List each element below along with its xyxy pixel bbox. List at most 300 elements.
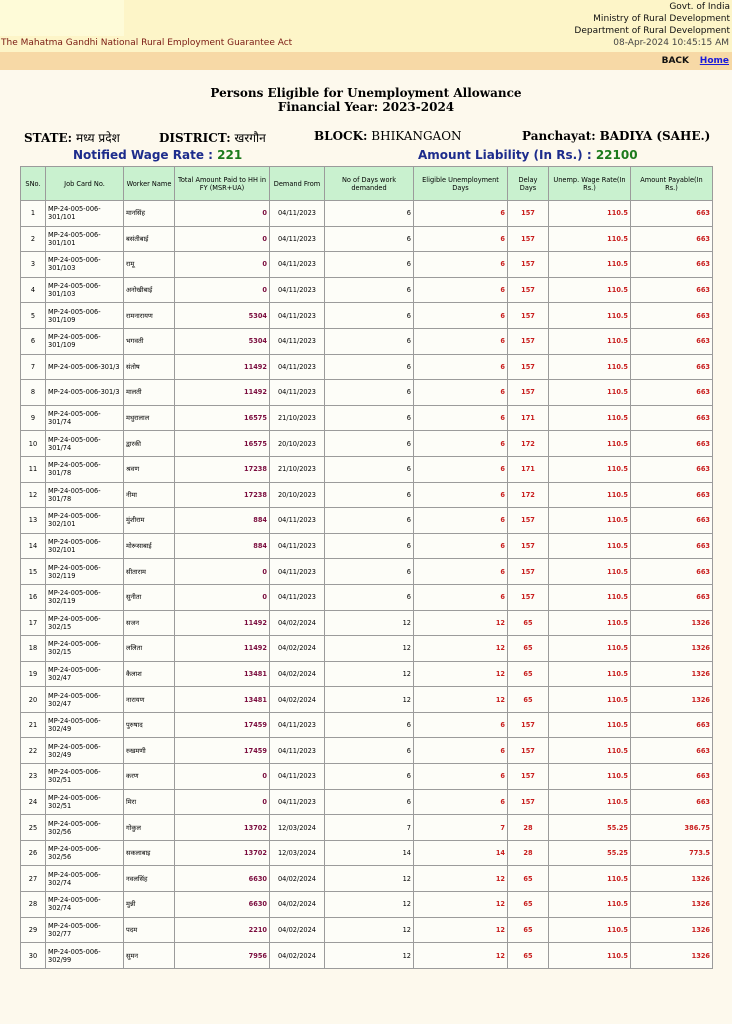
cell-total-amount: 884 bbox=[175, 533, 270, 559]
cell-wage-rate: 110.5 bbox=[549, 303, 631, 329]
table-row bbox=[21, 584, 713, 610]
back-link[interactable]: BACK bbox=[661, 56, 689, 66]
cell-days-demanded: 6 bbox=[325, 328, 414, 354]
col-eligible-days: Eligible Unemployment Days bbox=[414, 167, 508, 201]
cell-total-amount: 13702 bbox=[175, 815, 270, 841]
cell-delay-days: 157 bbox=[508, 201, 549, 227]
cell-delay-days: 157 bbox=[508, 738, 549, 764]
cell-eligible-days: 6 bbox=[414, 405, 508, 431]
cell-total-amount: 11492 bbox=[175, 354, 270, 380]
table-row bbox=[21, 303, 713, 329]
cell-job-card: MP-24-005-006-302/119 bbox=[46, 584, 124, 610]
cell-days-demanded: 6 bbox=[325, 508, 414, 534]
block-value: BHIKANGAON bbox=[371, 129, 462, 143]
cell-job-card: MP-24-005-006-302/49 bbox=[46, 712, 124, 738]
cell-sno: 21 bbox=[21, 712, 46, 738]
cell-worker-name: सीताराम bbox=[124, 559, 175, 585]
cell-delay-days: 171 bbox=[508, 405, 549, 431]
cell-demand-from: 04/02/2024 bbox=[270, 943, 325, 969]
cell-worker-name: सुमन bbox=[124, 943, 175, 969]
cell-demand-from: 04/11/2023 bbox=[270, 738, 325, 764]
cell-job-card: MP-24-005-006-301/103 bbox=[46, 252, 124, 278]
cell-demand-from: 04/11/2023 bbox=[270, 508, 325, 534]
cell-job-card: MP-24-005-006-301/101 bbox=[46, 201, 124, 227]
cell-sno: 4 bbox=[21, 277, 46, 303]
cell-total-amount: 17238 bbox=[175, 482, 270, 508]
cell-total-amount: 13702 bbox=[175, 840, 270, 866]
cell-job-card: MP-24-005-006-301/3 bbox=[46, 354, 124, 380]
table-header-row bbox=[21, 167, 713, 201]
cell-delay-days: 157 bbox=[508, 789, 549, 815]
cell-wage-rate: 110.5 bbox=[549, 354, 631, 380]
cell-delay-days: 65 bbox=[508, 892, 549, 918]
cell-worker-name: रामनारायण bbox=[124, 303, 175, 329]
cell-delay-days: 172 bbox=[508, 482, 549, 508]
cell-sno: 15 bbox=[21, 559, 46, 585]
cell-amount-payable: 663 bbox=[631, 712, 713, 738]
cell-delay-days: 157 bbox=[508, 712, 549, 738]
cell-delay-days: 28 bbox=[508, 840, 549, 866]
cell-worker-name: पदम bbox=[124, 917, 175, 943]
cell-wage-rate: 110.5 bbox=[549, 943, 631, 969]
cell-job-card: MP-24-005-006-302/47 bbox=[46, 687, 124, 713]
cell-amount-payable: 663 bbox=[631, 226, 713, 252]
cell-days-demanded: 7 bbox=[325, 815, 414, 841]
cell-sno: 17 bbox=[21, 610, 46, 636]
cell-demand-from: 20/10/2023 bbox=[270, 482, 325, 508]
table-row bbox=[21, 738, 713, 764]
cell-total-amount: 0 bbox=[175, 277, 270, 303]
col-job-card: Job Card No. bbox=[46, 167, 124, 201]
cell-total-amount: 0 bbox=[175, 201, 270, 227]
cell-amount-payable: 663 bbox=[631, 738, 713, 764]
site-header bbox=[0, 0, 732, 52]
cell-eligible-days: 6 bbox=[414, 764, 508, 790]
cell-wage-rate: 110.5 bbox=[549, 482, 631, 508]
cell-total-amount: 13481 bbox=[175, 687, 270, 713]
district-value: खरगौन bbox=[234, 131, 266, 145]
cell-sno: 10 bbox=[21, 431, 46, 457]
cell-demand-from: 04/11/2023 bbox=[270, 559, 325, 585]
cell-eligible-days: 6 bbox=[414, 201, 508, 227]
cell-total-amount: 16575 bbox=[175, 431, 270, 457]
cell-worker-name: सुनीता bbox=[124, 584, 175, 610]
cell-job-card: MP-24-005-006-301/103 bbox=[46, 277, 124, 303]
cell-days-demanded: 12 bbox=[325, 866, 414, 892]
cell-total-amount: 11492 bbox=[175, 636, 270, 662]
cell-eligible-days: 12 bbox=[414, 943, 508, 969]
cell-wage-rate: 110.5 bbox=[549, 764, 631, 790]
cell-days-demanded: 12 bbox=[325, 687, 414, 713]
cell-days-demanded: 6 bbox=[325, 277, 414, 303]
cell-wage-rate: 110.5 bbox=[549, 789, 631, 815]
cell-worker-name: कैलाश bbox=[124, 661, 175, 687]
state-label: STATE: bbox=[24, 131, 73, 145]
cell-amount-payable: 663 bbox=[631, 431, 713, 457]
cell-sno: 6 bbox=[21, 328, 46, 354]
table-row bbox=[21, 431, 713, 457]
cell-sno: 7 bbox=[21, 354, 46, 380]
cell-wage-rate: 110.5 bbox=[549, 584, 631, 610]
cell-sno: 19 bbox=[21, 661, 46, 687]
table-row bbox=[21, 789, 713, 815]
cell-total-amount: 11492 bbox=[175, 380, 270, 406]
cell-eligible-days: 6 bbox=[414, 712, 508, 738]
cell-sno: 20 bbox=[21, 687, 46, 713]
cell-wage-rate: 110.5 bbox=[549, 201, 631, 227]
cell-amount-payable: 1326 bbox=[631, 917, 713, 943]
cell-wage-rate: 110.5 bbox=[549, 866, 631, 892]
cell-sno: 26 bbox=[21, 840, 46, 866]
cell-eligible-days: 12 bbox=[414, 866, 508, 892]
cell-job-card: MP-24-005-006-302/51 bbox=[46, 764, 124, 790]
col-demand-from: Demand From bbox=[270, 167, 325, 201]
cell-worker-name: मुन्नी bbox=[124, 892, 175, 918]
cell-delay-days: 65 bbox=[508, 661, 549, 687]
table-row bbox=[21, 380, 713, 406]
cell-job-card: MP-24-005-006-302/15 bbox=[46, 610, 124, 636]
allowance-table bbox=[20, 166, 713, 969]
table-row bbox=[21, 201, 713, 227]
ministry-label: Ministry of Rural Development bbox=[593, 14, 730, 24]
cell-sno: 14 bbox=[21, 533, 46, 559]
cell-eligible-days: 14 bbox=[414, 840, 508, 866]
cell-job-card: MP-24-005-006-302/15 bbox=[46, 636, 124, 662]
cell-demand-from: 04/02/2024 bbox=[270, 636, 325, 662]
cell-demand-from: 04/11/2023 bbox=[270, 303, 325, 329]
cell-amount-payable: 663 bbox=[631, 559, 713, 585]
cell-worker-name: भगवती bbox=[124, 328, 175, 354]
cell-sno: 9 bbox=[21, 405, 46, 431]
cell-days-demanded: 12 bbox=[325, 636, 414, 662]
header-datetime: 08-Apr-2024 10:45:15 AM bbox=[613, 38, 729, 48]
cell-worker-name: गोकुल bbox=[124, 815, 175, 841]
cell-demand-from: 12/03/2024 bbox=[270, 840, 325, 866]
cell-eligible-days: 12 bbox=[414, 687, 508, 713]
cell-demand-from: 04/02/2024 bbox=[270, 892, 325, 918]
cell-delay-days: 28 bbox=[508, 815, 549, 841]
cell-wage-rate: 110.5 bbox=[549, 405, 631, 431]
cell-demand-from: 04/02/2024 bbox=[270, 866, 325, 892]
wage-rate-value: 221 bbox=[217, 148, 243, 162]
cell-demand-from: 04/11/2023 bbox=[270, 226, 325, 252]
cell-days-demanded: 6 bbox=[325, 380, 414, 406]
table-row bbox=[21, 559, 713, 585]
cell-job-card: MP-24-005-006-302/49 bbox=[46, 738, 124, 764]
cell-job-card: MP-24-005-006-301/3 bbox=[46, 380, 124, 406]
cell-amount-payable: 1326 bbox=[631, 892, 713, 918]
cell-delay-days: 157 bbox=[508, 584, 549, 610]
cell-sno: 1 bbox=[21, 201, 46, 227]
cell-delay-days: 171 bbox=[508, 456, 549, 482]
cell-amount-payable: 663 bbox=[631, 380, 713, 406]
col-total-amount: Total Amount Paid to HH in FY (MSR+UA) bbox=[175, 167, 270, 201]
cell-amount-payable: 773.5 bbox=[631, 840, 713, 866]
cell-worker-name: नारायण bbox=[124, 687, 175, 713]
cell-worker-name: सकलाबाइ bbox=[124, 840, 175, 866]
cell-worker-name: श्रवण bbox=[124, 456, 175, 482]
cell-delay-days: 65 bbox=[508, 610, 549, 636]
cell-wage-rate: 110.5 bbox=[549, 610, 631, 636]
cell-wage-rate: 110.5 bbox=[549, 456, 631, 482]
wage-rate-info bbox=[73, 148, 242, 162]
table-row bbox=[21, 354, 713, 380]
cell-job-card: MP-24-005-006-302/119 bbox=[46, 559, 124, 585]
cell-wage-rate: 55.25 bbox=[549, 815, 631, 841]
cell-total-amount: 0 bbox=[175, 789, 270, 815]
table-row bbox=[21, 456, 713, 482]
cell-eligible-days: 6 bbox=[414, 431, 508, 457]
cell-job-card: MP-24-005-006-301/74 bbox=[46, 405, 124, 431]
cell-eligible-days: 6 bbox=[414, 584, 508, 610]
cell-wage-rate: 110.5 bbox=[549, 277, 631, 303]
cell-delay-days: 157 bbox=[508, 328, 549, 354]
cell-worker-name: नीमा bbox=[124, 482, 175, 508]
cell-amount-payable: 663 bbox=[631, 508, 713, 534]
cell-amount-payable: 663 bbox=[631, 482, 713, 508]
cell-worker-name: अनोखीबाई bbox=[124, 277, 175, 303]
cell-sno: 18 bbox=[21, 636, 46, 662]
cell-worker-name: मुंशीराम bbox=[124, 508, 175, 534]
cell-job-card: MP-24-005-006-302/99 bbox=[46, 943, 124, 969]
cell-delay-days: 157 bbox=[508, 277, 549, 303]
cell-delay-days: 172 bbox=[508, 431, 549, 457]
cell-sno: 16 bbox=[21, 584, 46, 610]
cell-delay-days: 65 bbox=[508, 917, 549, 943]
cell-sno: 27 bbox=[21, 866, 46, 892]
cell-sno: 11 bbox=[21, 456, 46, 482]
cell-days-demanded: 12 bbox=[325, 892, 414, 918]
table-row bbox=[21, 252, 713, 278]
cell-sno: 23 bbox=[21, 764, 46, 790]
table-row bbox=[21, 405, 713, 431]
cell-total-amount: 884 bbox=[175, 508, 270, 534]
col-days-demanded: No of Days work demanded bbox=[325, 167, 414, 201]
table-row bbox=[21, 277, 713, 303]
cell-job-card: MP-24-005-006-301/74 bbox=[46, 431, 124, 457]
cell-delay-days: 157 bbox=[508, 226, 549, 252]
cell-job-card: MP-24-005-006-301/78 bbox=[46, 482, 124, 508]
table-row bbox=[21, 533, 713, 559]
cell-total-amount: 7956 bbox=[175, 943, 270, 969]
block-label: BLOCK: bbox=[314, 129, 368, 143]
cell-eligible-days: 6 bbox=[414, 303, 508, 329]
table-row bbox=[21, 764, 713, 790]
cell-job-card: MP-24-005-006-302/56 bbox=[46, 840, 124, 866]
cell-demand-from: 04/11/2023 bbox=[270, 354, 325, 380]
cell-days-demanded: 6 bbox=[325, 456, 414, 482]
cell-days-demanded: 6 bbox=[325, 431, 414, 457]
cell-eligible-days: 12 bbox=[414, 610, 508, 636]
cell-total-amount: 16575 bbox=[175, 405, 270, 431]
cell-worker-name: बसंतीबाई bbox=[124, 226, 175, 252]
cell-wage-rate: 110.5 bbox=[549, 533, 631, 559]
panchayat-info bbox=[522, 129, 710, 143]
cell-days-demanded: 6 bbox=[325, 712, 414, 738]
col-delay-days: Delay Days bbox=[508, 167, 549, 201]
cell-days-demanded: 6 bbox=[325, 303, 414, 329]
cell-sno: 25 bbox=[21, 815, 46, 841]
cell-wage-rate: 110.5 bbox=[549, 380, 631, 406]
cell-wage-rate: 110.5 bbox=[549, 508, 631, 534]
cell-total-amount: 0 bbox=[175, 764, 270, 790]
cell-wage-rate: 110.5 bbox=[549, 559, 631, 585]
cell-total-amount: 5304 bbox=[175, 303, 270, 329]
wage-rate-label: Notified Wage Rate : bbox=[73, 148, 213, 162]
cell-amount-payable: 663 bbox=[631, 328, 713, 354]
col-wage-rate: Unemp. Wage Rate(In Rs.) bbox=[549, 167, 631, 201]
cell-eligible-days: 6 bbox=[414, 354, 508, 380]
table-row bbox=[21, 712, 713, 738]
cell-days-demanded: 6 bbox=[325, 252, 414, 278]
cell-worker-name: करण bbox=[124, 764, 175, 790]
cell-sno: 8 bbox=[21, 380, 46, 406]
cell-worker-name: ललिता bbox=[124, 636, 175, 662]
cell-amount-payable: 663 bbox=[631, 277, 713, 303]
department-label: Department of Rural Development bbox=[574, 26, 730, 36]
cell-wage-rate: 110.5 bbox=[549, 687, 631, 713]
cell-demand-from: 04/11/2023 bbox=[270, 712, 325, 738]
cell-sno: 13 bbox=[21, 508, 46, 534]
cell-wage-rate: 110.5 bbox=[549, 661, 631, 687]
govt-label: Govt. of India bbox=[669, 2, 730, 12]
district-info bbox=[159, 129, 266, 146]
cell-days-demanded: 12 bbox=[325, 610, 414, 636]
cell-demand-from: 04/11/2023 bbox=[270, 764, 325, 790]
cell-days-demanded: 6 bbox=[325, 405, 414, 431]
cell-demand-from: 04/02/2024 bbox=[270, 687, 325, 713]
cell-demand-from: 04/11/2023 bbox=[270, 789, 325, 815]
table-row bbox=[21, 815, 713, 841]
col-amount-payable: Amount Payable(In Rs.) bbox=[631, 167, 713, 201]
cell-total-amount: 11492 bbox=[175, 610, 270, 636]
cell-demand-from: 04/02/2024 bbox=[270, 661, 325, 687]
cell-job-card: MP-24-005-006-301/109 bbox=[46, 303, 124, 329]
cell-eligible-days: 6 bbox=[414, 226, 508, 252]
cell-sno: 3 bbox=[21, 252, 46, 278]
cell-days-demanded: 12 bbox=[325, 917, 414, 943]
cell-total-amount: 2210 bbox=[175, 917, 270, 943]
cell-demand-from: 21/10/2023 bbox=[270, 456, 325, 482]
cell-sno: 30 bbox=[21, 943, 46, 969]
cell-days-demanded: 6 bbox=[325, 226, 414, 252]
cell-worker-name: द्वारकी bbox=[124, 431, 175, 457]
cell-job-card: MP-24-005-006-301/109 bbox=[46, 328, 124, 354]
cell-amount-payable: 663 bbox=[631, 252, 713, 278]
cell-worker-name: सजन bbox=[124, 610, 175, 636]
cell-delay-days: 157 bbox=[508, 354, 549, 380]
cell-delay-days: 65 bbox=[508, 943, 549, 969]
cell-total-amount: 5304 bbox=[175, 328, 270, 354]
cell-eligible-days: 6 bbox=[414, 456, 508, 482]
table-row bbox=[21, 892, 713, 918]
cell-wage-rate: 110.5 bbox=[549, 712, 631, 738]
table-row bbox=[21, 610, 713, 636]
home-link[interactable]: Home bbox=[699, 56, 729, 66]
table-row bbox=[21, 943, 713, 969]
table-row bbox=[21, 687, 713, 713]
header-logo-area bbox=[0, 0, 124, 36]
cell-amount-payable: 1326 bbox=[631, 636, 713, 662]
table-row bbox=[21, 508, 713, 534]
cell-worker-name: मानसिंह bbox=[124, 201, 175, 227]
cell-eligible-days: 6 bbox=[414, 380, 508, 406]
cell-amount-payable: 1326 bbox=[631, 687, 713, 713]
cell-worker-name: मोरूसाबाई bbox=[124, 533, 175, 559]
cell-worker-name: रामू bbox=[124, 252, 175, 278]
cell-eligible-days: 7 bbox=[414, 815, 508, 841]
cell-sno: 24 bbox=[21, 789, 46, 815]
table-row bbox=[21, 917, 713, 943]
cell-days-demanded: 6 bbox=[325, 764, 414, 790]
cell-job-card: MP-24-005-006-302/101 bbox=[46, 533, 124, 559]
cell-job-card: MP-24-005-006-302/74 bbox=[46, 892, 124, 918]
cell-demand-from: 04/02/2024 bbox=[270, 610, 325, 636]
cell-job-card: MP-24-005-006-302/47 bbox=[46, 661, 124, 687]
cell-total-amount: 0 bbox=[175, 226, 270, 252]
cell-amount-payable: 663 bbox=[631, 789, 713, 815]
cell-wage-rate: 110.5 bbox=[549, 636, 631, 662]
cell-job-card: MP-24-005-006-302/56 bbox=[46, 815, 124, 841]
cell-wage-rate: 110.5 bbox=[549, 431, 631, 457]
table-row bbox=[21, 661, 713, 687]
cell-total-amount: 6630 bbox=[175, 892, 270, 918]
cell-demand-from: 04/11/2023 bbox=[270, 328, 325, 354]
cell-demand-from: 04/11/2023 bbox=[270, 584, 325, 610]
cell-wage-rate: 110.5 bbox=[549, 892, 631, 918]
cell-eligible-days: 12 bbox=[414, 661, 508, 687]
panchayat-value: BADIYA (SAHE.) bbox=[599, 129, 711, 143]
cell-delay-days: 65 bbox=[508, 866, 549, 892]
cell-total-amount: 13481 bbox=[175, 661, 270, 687]
cell-eligible-days: 6 bbox=[414, 738, 508, 764]
cell-wage-rate: 55.25 bbox=[549, 840, 631, 866]
cell-eligible-days: 12 bbox=[414, 892, 508, 918]
table-row bbox=[21, 840, 713, 866]
cell-delay-days: 157 bbox=[508, 252, 549, 278]
cell-worker-name: रुखमणी bbox=[124, 738, 175, 764]
cell-days-demanded: 6 bbox=[325, 584, 414, 610]
cell-delay-days: 157 bbox=[508, 508, 549, 534]
cell-amount-payable: 663 bbox=[631, 764, 713, 790]
cell-amount-payable: 663 bbox=[631, 303, 713, 329]
cell-demand-from: 20/10/2023 bbox=[270, 431, 325, 457]
cell-total-amount: 17238 bbox=[175, 456, 270, 482]
cell-worker-name: मथुरालाल bbox=[124, 405, 175, 431]
cell-amount-payable: 1326 bbox=[631, 866, 713, 892]
cell-worker-name: पुरुषाद bbox=[124, 712, 175, 738]
cell-wage-rate: 110.5 bbox=[549, 917, 631, 943]
cell-demand-from: 04/11/2023 bbox=[270, 201, 325, 227]
cell-delay-days: 157 bbox=[508, 764, 549, 790]
cell-days-demanded: 6 bbox=[325, 482, 414, 508]
cell-wage-rate: 110.5 bbox=[549, 738, 631, 764]
cell-amount-payable: 663 bbox=[631, 456, 713, 482]
cell-sno: 29 bbox=[21, 917, 46, 943]
table-row bbox=[21, 636, 713, 662]
cell-total-amount: 6630 bbox=[175, 866, 270, 892]
cell-eligible-days: 6 bbox=[414, 533, 508, 559]
cell-eligible-days: 6 bbox=[414, 328, 508, 354]
cell-demand-from: 04/02/2024 bbox=[270, 917, 325, 943]
cell-job-card: MP-24-005-006-302/101 bbox=[46, 508, 124, 534]
cell-eligible-days: 12 bbox=[414, 917, 508, 943]
cell-sno: 2 bbox=[21, 226, 46, 252]
cell-total-amount: 0 bbox=[175, 559, 270, 585]
cell-demand-from: 21/10/2023 bbox=[270, 405, 325, 431]
cell-job-card: MP-24-005-006-302/74 bbox=[46, 866, 124, 892]
cell-total-amount: 0 bbox=[175, 584, 270, 610]
